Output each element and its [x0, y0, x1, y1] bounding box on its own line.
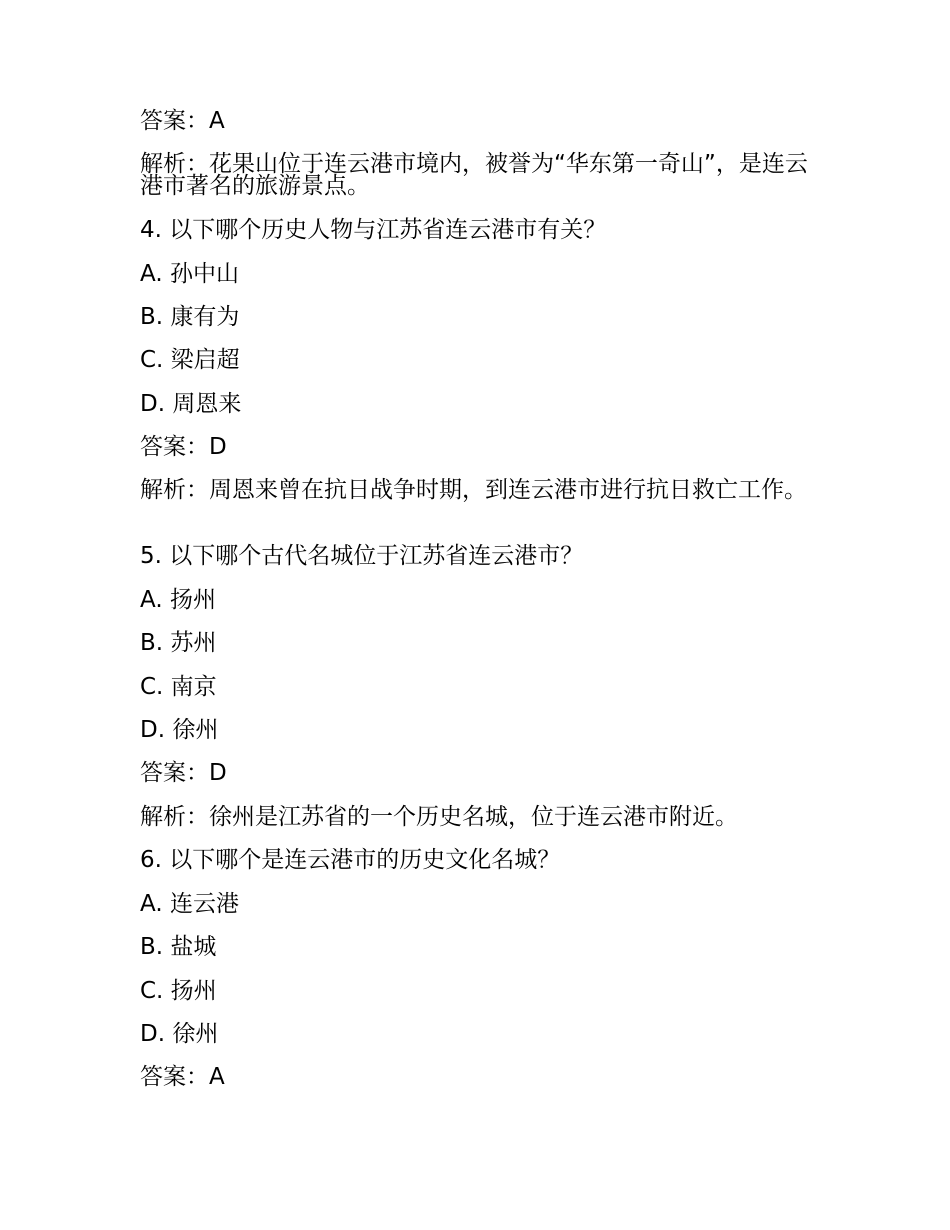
option-b: B. 盐城: [140, 934, 217, 960]
option-d: D. 徐州: [140, 1021, 219, 1047]
answer-line: 答案：A: [140, 108, 225, 134]
option-d: D. 徐州: [140, 717, 219, 743]
option-c: C. 梁启超: [140, 347, 240, 373]
explanation-line: 解析：花果山位于连云港市境内，被誉为“华东第一奇山”，是连云港市著名的旅游景点。: [140, 151, 808, 199]
option-b: B. 苏州: [140, 630, 217, 656]
explanation-line: 解析：徐州是江苏省的一个历史名城，位于连云港市附近。: [140, 804, 738, 830]
option-a: A. 连云港: [140, 891, 239, 917]
question-5: 5. 以下哪个古代名城位于江苏省连云港市？: [140, 543, 584, 569]
question-4: 4. 以下哪个历史人物与江苏省连云港市有关？: [140, 217, 607, 243]
option-a: A. 孙中山: [140, 261, 239, 287]
answer-line: 答案：A: [140, 1064, 225, 1090]
option-d: D. 周恩来: [140, 391, 242, 417]
answer-line: 答案：D: [140, 760, 227, 786]
option-c: C. 扬州: [140, 978, 217, 1004]
answer-line: 答案：D: [140, 434, 227, 460]
question-6: 6. 以下哪个是连云港市的历史文化名城？: [140, 847, 561, 873]
option-c: C. 南京: [140, 674, 217, 700]
option-b: B. 康有为: [140, 304, 240, 330]
option-a: A. 扬州: [140, 587, 216, 613]
explanation-line: 解析：周恩来曾在抗日战争时期，到连云港市进行抗日救亡工作。: [140, 477, 807, 503]
